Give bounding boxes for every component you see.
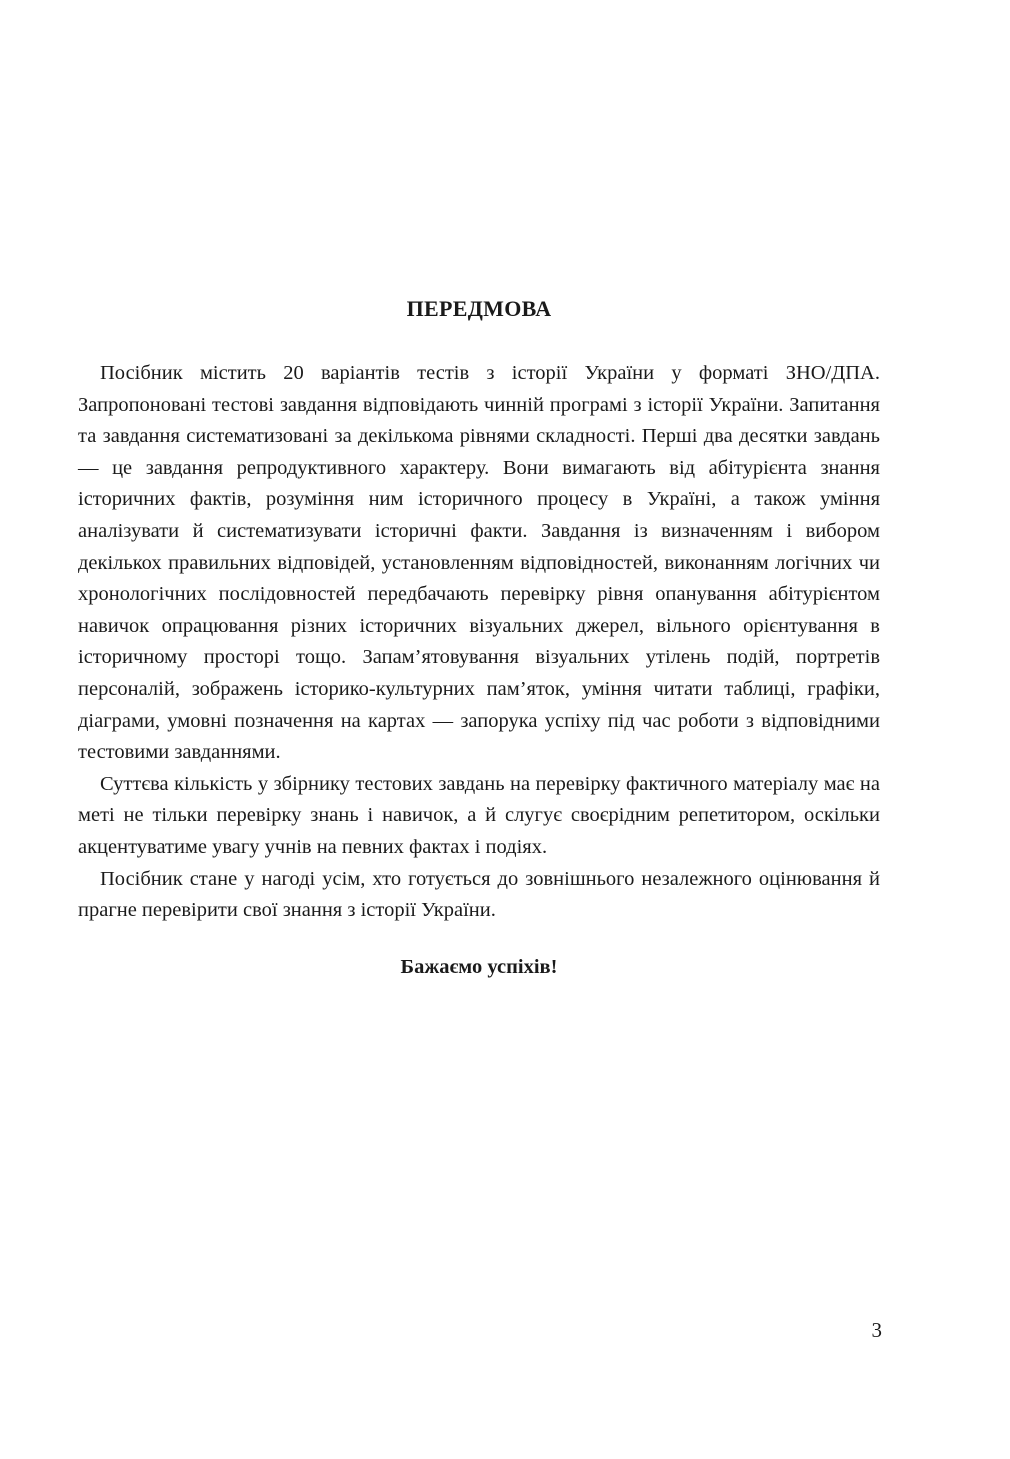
- preface-body: [78, 358, 880, 927]
- paragraph-2: Суттєва кількість у збірнику тестових завдань на перевірку фактичного матеріалу має на меті не тільки перевірку знань і навичок, а й слугує своєрідним репетитором, оскільки акцентуватиме увагу учнів на певних фактах і подіях.: [78, 772, 880, 858]
- closing-wish: Бажаємо успіхів!: [400, 956, 558, 978]
- paragraph-3: Посібник стане у нагоді усім, хто готується до зовнішнього незалежного оцінювання й прагне перевірити свої знання з історії України.: [78, 867, 880, 922]
- paragraph-1: Посібник містить 20 варіантів тестів з історії України у форматі ЗНО/ДПА. Запропоновані тестові завдання відповідають чинній програмі з історії України. Запитання та завдання систематизовані за декількома рівнями складності. Перші два десятки завдань — це завдання репродуктивного характеру. Вони вимагають від абітурієнта знання історичних фактів, розуміння ним історичного процесу в Україні, а також уміння аналізувати й систематизувати історичні факти. Завдання із визначенням і вибором декількох правильних відповідей, установленням відповідностей, виконанням логічних чи хронологічних послідовностей передбачають перевірку рівня опанування абітурієнтом навичок опрацювання різних історичних візуальних джерел, вільного орієнтування в історичному просторі тощо. Запам’ятовування візуальних утілень подій, портретів персоналій, зображень історико-культурних пам’яток, уміння читати таблиці, графіки, діаграми, умовні позначення на картах — запорука успіху під час роботи з відповідними тестовими завданнями.: [78, 362, 880, 764]
- page-title: ПЕРЕДМОВА: [406, 296, 552, 321]
- page-number: 3: [871, 1318, 882, 1342]
